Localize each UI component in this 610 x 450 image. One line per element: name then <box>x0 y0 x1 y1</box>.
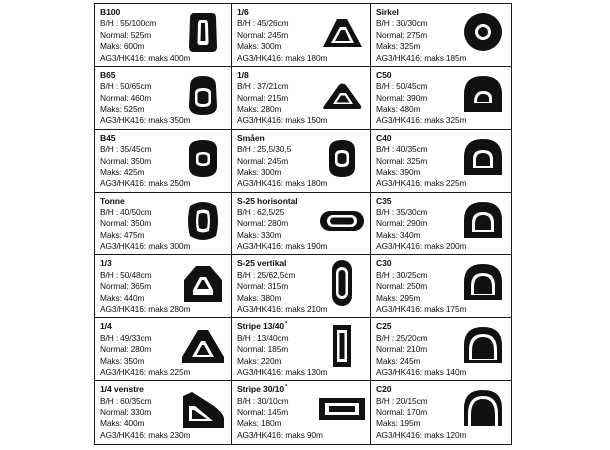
max-range-value: 440m <box>123 292 145 303</box>
normal-range-line: Normal: 280m <box>100 344 152 355</box>
max-range-value: 245m <box>399 355 421 366</box>
target-name: S-25 horisontal <box>237 195 298 206</box>
ag3-range-value: 210m <box>306 304 328 315</box>
normal-range-line: Normal: 245m <box>237 155 289 166</box>
normal-range-value: 460m <box>130 92 152 103</box>
target-info <box>237 196 327 253</box>
size-line: B/H : 30/30cm <box>376 18 428 29</box>
footnote-marker: * <box>285 384 288 391</box>
target-info <box>100 70 190 127</box>
target-name: 1/4 <box>100 321 112 332</box>
normal-range-line: Normal: 330m <box>100 406 152 417</box>
max-range-line: Maks: 195m <box>376 418 421 429</box>
normal-range-line: Normal: 145m <box>237 406 289 417</box>
max-range-value: 400m <box>123 418 145 429</box>
ag3-range-line: AG3/HK416: maks 225m <box>376 178 467 189</box>
target-name: C50 <box>376 69 392 80</box>
ag3-range-line: AG3/HK416: maks 350m <box>100 115 191 126</box>
target-info <box>100 321 190 378</box>
size-value: 25,5/30,5 <box>257 144 292 155</box>
ag3-range-value: 225m <box>445 178 467 189</box>
target-name: Tonne <box>100 195 125 206</box>
target-info <box>237 70 327 127</box>
size-value: 50/65cm <box>120 81 152 92</box>
target-info <box>100 196 190 253</box>
max-range-value: 280m <box>260 104 282 115</box>
max-range-value: 195m <box>399 418 421 429</box>
normal-range-value: 245m <box>267 29 289 40</box>
size-value: 45/26cm <box>257 18 289 29</box>
ag3-range-line: AG3/HK416: maks 210m <box>237 304 328 315</box>
target-name: 1/6 <box>237 7 249 17</box>
normal-range-value: 145m <box>267 406 289 417</box>
target-cell <box>232 67 371 130</box>
normal-range-line: Normal: 275m <box>376 29 428 40</box>
max-range-value: 220m <box>260 355 282 366</box>
max-range-value: 180m <box>260 418 282 429</box>
target-name: B45 <box>100 132 116 143</box>
c50-target-icon <box>460 72 506 118</box>
size-value: 25/62,5cm <box>257 269 296 280</box>
stripe-30-10-target-icon <box>319 386 365 432</box>
max-range-line: Maks: 325m <box>376 41 421 52</box>
normal-range-line: Normal: 350m <box>100 218 152 229</box>
normal-range-value: 275m <box>406 29 428 40</box>
size-value: 20/15cm <box>396 395 428 406</box>
ag3-range-value: 325m <box>445 115 467 126</box>
ag3-range-value: 180m <box>306 52 328 63</box>
target-info <box>237 321 327 378</box>
ag3-range-line: AG3/HK416: maks 180m <box>237 178 328 189</box>
ag3-range-value: 300m <box>169 241 191 252</box>
target-table <box>94 3 512 445</box>
normal-range-line: Normal: 390m <box>376 92 428 103</box>
target-cell <box>371 193 511 256</box>
ag3-range-value: 120m <box>445 429 467 440</box>
target-cell <box>95 381 232 444</box>
normal-range-line: Normal: 280m <box>237 218 289 229</box>
normal-range-value: 350m <box>130 155 152 166</box>
target-cell <box>232 4 371 67</box>
tonne-target-icon <box>180 198 226 244</box>
target-cell <box>371 4 511 67</box>
normal-range-value: 245m <box>267 155 289 166</box>
target-info <box>237 7 327 64</box>
max-range-value: 350m <box>123 355 145 366</box>
c40-target-icon <box>460 135 506 181</box>
max-range-line: Maks: 300m <box>237 41 282 52</box>
target-info <box>100 258 190 315</box>
max-range-value: 295m <box>399 292 421 303</box>
ag3-range-line: AG3/HK416: maks 140m <box>376 366 467 377</box>
target-info <box>237 258 327 315</box>
target-name: B65 <box>100 69 116 80</box>
max-range-line: Maks: 425m <box>100 166 145 177</box>
size-value: 50/48cm <box>120 269 152 280</box>
target-cell <box>95 318 232 381</box>
target-cell <box>95 67 232 130</box>
max-range-line: Maks: 300m <box>237 166 282 177</box>
b45-target-icon <box>180 135 226 181</box>
size-line: B/H : 55/100cm <box>100 18 157 29</box>
size-line: B/H : 30/25cm <box>376 269 428 280</box>
target-cell <box>232 130 371 193</box>
s25-horisontal-target-icon <box>319 198 365 244</box>
size-value: 35/45cm <box>120 144 152 155</box>
size-value: 30/30cm <box>396 18 428 29</box>
normal-range-line: Normal: 365m <box>100 281 152 292</box>
max-range-line: Maks: 280m <box>237 104 282 115</box>
target-info <box>100 384 190 441</box>
ag3-range-line: AG3/HK416: maks 400m <box>100 52 191 63</box>
ag3-range-value: 130m <box>306 366 328 377</box>
target-info <box>100 133 190 190</box>
max-range-line: Maks: 525m <box>100 104 145 115</box>
footnote-marker: * <box>285 321 288 328</box>
one-sixth-target-icon <box>319 9 365 55</box>
max-range-value: 340m <box>399 229 421 240</box>
ag3-range-line: AG3/HK416: maks 300m <box>100 241 191 252</box>
target-info <box>376 258 466 315</box>
one-fourth-target-icon <box>180 323 226 369</box>
size-value: 37/21cm <box>257 81 289 92</box>
target-cell <box>371 130 511 193</box>
b65-target-icon <box>180 72 226 118</box>
ag3-range-value: 180m <box>306 178 328 189</box>
max-range-line: Maks: 180m <box>237 418 282 429</box>
smaaen-target-icon <box>319 135 365 181</box>
size-line: B/H : 20/15cm <box>376 395 428 406</box>
target-info <box>376 70 466 127</box>
normal-range-value: 350m <box>130 218 152 229</box>
normal-range-value: 210m <box>406 344 428 355</box>
normal-range-value: 280m <box>267 218 289 229</box>
ag3-range-value: 230m <box>169 429 191 440</box>
target-name: Stripe 30/10 * <box>237 384 288 395</box>
normal-range-value: 170m <box>406 406 428 417</box>
size-line: B/H : 25/20cm <box>376 332 428 343</box>
one-fourth-venstre-target-icon <box>180 386 226 432</box>
normal-range-line: Normal: 185m <box>237 344 289 355</box>
target-name: 1/8 <box>237 69 249 80</box>
target-name: C25 <box>376 321 392 332</box>
target-name: S-25 vertikal <box>237 258 287 269</box>
max-range-line: Maks: 475m <box>100 229 145 240</box>
size-line: B/H : 37/21cm <box>237 81 289 92</box>
max-range-line: Maks: 330m <box>237 229 282 240</box>
max-range-value: 300m <box>260 41 282 52</box>
ag3-range-line: AG3/HK416: maks 230m <box>100 429 191 440</box>
size-line: B/H : 35/45cm <box>100 144 152 155</box>
size-value: 60/35cm <box>120 395 152 406</box>
ag3-range-line: AG3/HK416: maks 185m <box>376 52 467 63</box>
c35-target-icon <box>460 198 506 244</box>
normal-range-value: 365m <box>130 281 152 292</box>
size-value: 62,5/25 <box>257 206 285 217</box>
normal-range-line: Normal: 290m <box>376 218 428 229</box>
ag3-range-line: AG3/HK416: maks 90m <box>237 429 323 440</box>
size-line: B/H : 40/50cm <box>100 206 152 217</box>
target-cell <box>95 4 232 67</box>
ag3-range-line: AG3/HK416: maks 250m <box>100 178 191 189</box>
size-line: B/H : 13/40cm <box>237 332 289 343</box>
size-value: 13/40cm <box>257 332 289 343</box>
target-name: 1/4 venstre <box>100 384 144 395</box>
ag3-range-value: 190m <box>306 241 328 252</box>
max-range-line: Maks: 440m <box>100 292 145 303</box>
sirkel-target-icon <box>460 9 506 55</box>
ag3-range-line: AG3/HK416: maks 120m <box>376 429 467 440</box>
target-info <box>100 7 190 64</box>
max-range-line: Maks: 480m <box>376 104 421 115</box>
normal-range-value: 390m <box>406 92 428 103</box>
target-name: C40 <box>376 132 392 143</box>
size-line: B/H : 62,5/25 <box>237 206 285 217</box>
b100-target-icon <box>180 9 226 55</box>
target-cell <box>371 381 511 444</box>
one-eighth-target-icon <box>319 72 365 118</box>
ag3-range-line: AG3/HK416: maks 130m <box>237 366 328 377</box>
ag3-range-value: 140m <box>445 366 467 377</box>
stripe-13-40-target-icon <box>319 323 365 369</box>
one-third-target-icon <box>180 260 226 306</box>
size-value: 55/100cm <box>120 18 157 29</box>
ag3-range-line: AG3/HK416: maks 325m <box>376 115 467 126</box>
normal-range-value: 250m <box>406 281 428 292</box>
target-name: C35 <box>376 195 392 206</box>
target-name: 1/3 <box>100 258 112 269</box>
size-value: 40/50cm <box>120 206 152 217</box>
target-info <box>237 384 323 441</box>
ag3-range-line: AG3/HK416: maks 190m <box>237 241 328 252</box>
ag3-range-value: 150m <box>306 115 328 126</box>
normal-range-value: 330m <box>130 406 152 417</box>
size-value: 30/10cm <box>257 395 289 406</box>
target-cell <box>95 255 232 318</box>
target-info <box>376 321 466 378</box>
normal-range-line: Normal: 210m <box>376 344 428 355</box>
size-line: B/H : 25/62,5cm <box>237 269 296 280</box>
normal-range-line: Normal: 350m <box>100 155 152 166</box>
c30-target-icon <box>460 260 506 306</box>
target-name: B100 <box>100 7 121 17</box>
max-range-value: 325m <box>399 41 421 52</box>
size-line: B/H : 60/35cm <box>100 395 152 406</box>
size-value: 40/35cm <box>396 144 428 155</box>
normal-range-line: Normal: 250m <box>376 281 428 292</box>
max-range-value: 475m <box>123 229 145 240</box>
size-value: 25/20cm <box>396 332 428 343</box>
size-value: 30/25cm <box>396 269 428 280</box>
normal-range-value: 280m <box>130 344 152 355</box>
ag3-range-value: 225m <box>169 366 191 377</box>
target-info <box>376 7 466 64</box>
size-line: B/H : 50/65cm <box>100 81 152 92</box>
ag3-range-value: 90m <box>306 429 323 440</box>
max-range-value: 425m <box>123 166 145 177</box>
target-info <box>376 133 466 190</box>
ag3-range-line: AG3/HK416: maks 225m <box>100 366 191 377</box>
ag3-range-line: AG3/HK416: maks 180m <box>237 52 328 63</box>
normal-range-value: 185m <box>267 344 289 355</box>
max-range-value: 380m <box>260 292 282 303</box>
max-range-value: 480m <box>399 104 421 115</box>
ag3-range-value: 175m <box>445 304 467 315</box>
ag3-range-line: AG3/HK416: maks 175m <box>376 304 467 315</box>
normal-range-line: Normal: 215m <box>237 92 289 103</box>
ag3-range-value: 280m <box>169 304 191 315</box>
target-info <box>237 133 327 190</box>
target-cell <box>371 67 511 130</box>
target-name: Stripe 13/40 * <box>237 321 288 332</box>
normal-range-line: Normal: 245m <box>237 29 289 40</box>
normal-range-line: Normal: 170m <box>376 406 428 417</box>
normal-range-value: 315m <box>267 281 289 292</box>
normal-range-value: 525m <box>130 29 152 40</box>
ag3-range-line: AG3/HK416: maks 280m <box>100 304 191 315</box>
max-range-line: Maks: 295m <box>376 292 421 303</box>
target-cell <box>371 318 511 381</box>
target-name: Sirkel <box>376 7 399 17</box>
max-range-line: Maks: 220m <box>237 355 282 366</box>
ag3-range-line: AG3/HK416: maks 200m <box>376 241 467 252</box>
target-cell <box>371 255 511 318</box>
size-line: B/H : 50/45cm <box>376 81 428 92</box>
normal-range-line: Normal: 460m <box>100 92 152 103</box>
normal-range-line: Normal: 525m <box>100 29 152 40</box>
size-line: B/H : 30/10cm <box>237 395 289 406</box>
max-range-line: Maks: 245m <box>376 355 421 366</box>
ag3-range-value: 250m <box>169 178 191 189</box>
ag3-range-line: AG3/HK416: maks 150m <box>237 115 328 126</box>
size-line: B/H : 45/26cm <box>237 18 289 29</box>
max-range-line: Maks: 400m <box>100 418 145 429</box>
max-range-line: Maks: 350m <box>100 355 145 366</box>
target-cell <box>232 381 371 444</box>
target-cell <box>95 193 232 256</box>
target-cell <box>232 255 371 318</box>
ag3-range-value: 400m <box>169 52 191 63</box>
normal-range-line: Normal: 315m <box>237 281 289 292</box>
size-line: B/H : 50/48cm <box>100 269 152 280</box>
ag3-range-value: 185m <box>445 52 467 63</box>
size-line: B/H : 49/33cm <box>100 332 152 343</box>
max-range-line: Maks: 390m <box>376 166 421 177</box>
ag3-range-value: 350m <box>169 115 191 126</box>
target-info <box>376 384 466 441</box>
c20-target-icon <box>460 386 506 432</box>
ag3-range-value: 200m <box>445 241 467 252</box>
normal-range-value: 290m <box>406 218 428 229</box>
size-value: 35/30cm <box>396 206 428 217</box>
max-range-value: 525m <box>123 104 145 115</box>
size-value: 49/33cm <box>120 332 152 343</box>
normal-range-value: 325m <box>406 155 428 166</box>
target-name: Småen <box>237 132 265 143</box>
size-line: B/H : 40/35cm <box>376 144 428 155</box>
normal-range-line: Normal: 325m <box>376 155 428 166</box>
c25-target-icon <box>460 323 506 369</box>
max-range-line: Maks: 380m <box>237 292 282 303</box>
target-cell <box>232 318 371 381</box>
target-name: C20 <box>376 384 392 395</box>
max-range-line: Maks: 340m <box>376 229 421 240</box>
size-line: B/H : 25,5/30,5 <box>237 144 292 155</box>
target-cell <box>95 130 232 193</box>
max-range-line: Maks: 600m <box>100 41 145 52</box>
target-name: C30 <box>376 258 392 269</box>
max-range-value: 390m <box>399 166 421 177</box>
size-line: B/H : 35/30cm <box>376 206 428 217</box>
max-range-value: 300m <box>260 166 282 177</box>
normal-range-value: 215m <box>267 92 289 103</box>
max-range-value: 330m <box>260 229 282 240</box>
target-cell <box>232 193 371 256</box>
max-range-value: 600m <box>123 41 145 52</box>
size-value: 50/45cm <box>396 81 428 92</box>
s25-vertikal-target-icon <box>319 260 365 306</box>
target-info <box>376 196 466 253</box>
